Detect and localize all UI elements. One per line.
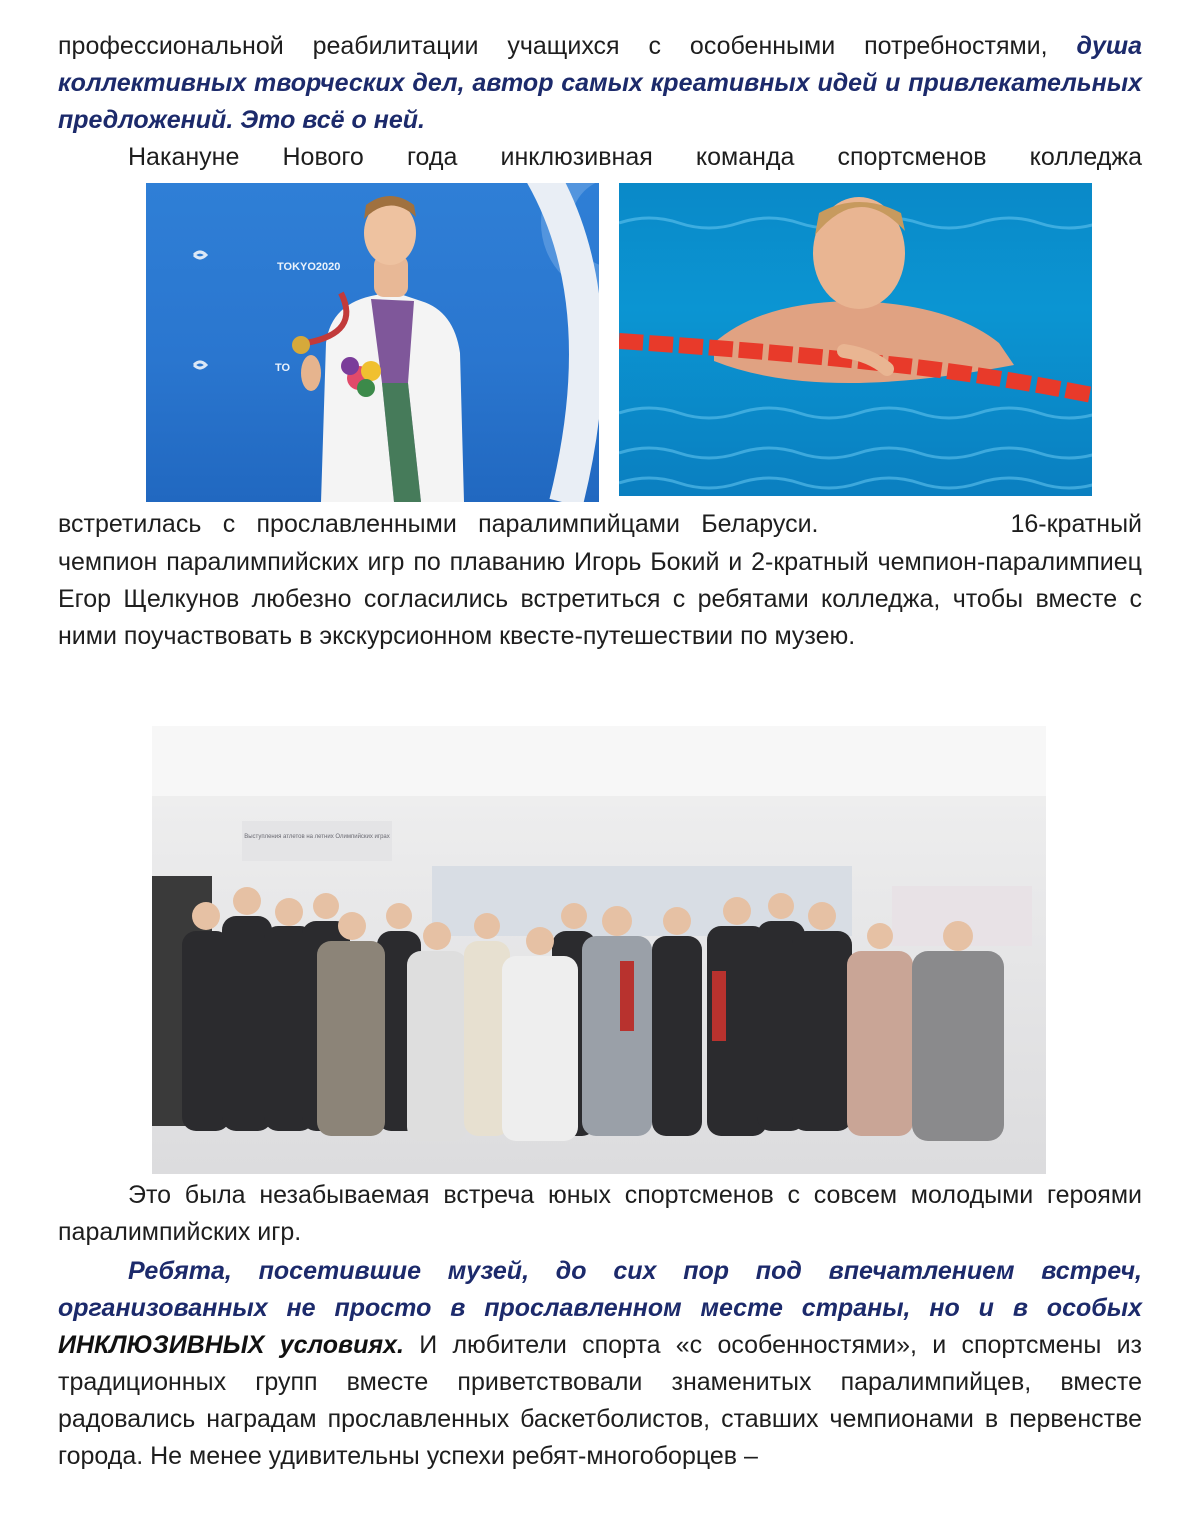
photo-swimmer xyxy=(619,183,1092,496)
photo-medalist xyxy=(146,183,599,502)
medalist-illustration xyxy=(146,183,599,502)
impressions-emphasis-text: Ребята, посетившие музей, до сих пор под впечатлением встреч, организованных не просто в прославленном месте страны, но и в особых xyxy=(58,1257,1142,1322)
swimmer-illustration xyxy=(619,183,1092,496)
meeting-start-text: Накануне Нового года инклюзивная команда спортсменов колледжа xyxy=(128,143,1142,171)
intro-emphasis-text: душа коллективных творческих дел, автор самых креативных идей и привлекательных предложений. Это всё о ней. xyxy=(58,32,1142,134)
impressions-inclusive-text: ИНКЛЮЗИВНЫХ условиях. xyxy=(58,1331,404,1359)
meeting-line-text: встретилась с прославленными паралимпийцами Беларуси. 16-кратный xyxy=(58,510,1142,538)
paragraph-intro xyxy=(58,28,1142,139)
paragraph-meeting-start xyxy=(58,139,1142,176)
intro-plain-text: профессиональной реабилитации учащихся с особенными потребностями, xyxy=(58,32,1077,60)
meeting-rest-text: чемпион паралимпийских игр по плаванию Игорь Бокий и 2-кратный чемпион-паралимпиец Егор Щелкунов любезно согласились встретиться с ребятами колледжа, чтобы вместе с ними поучаствовать в экскурсионном квесте-путешествии по музею. xyxy=(58,548,1142,650)
tokyo-sign-partial: TO xyxy=(275,362,291,374)
group-illustration xyxy=(152,726,1046,1174)
tokyo-sign: TOKYO2020 xyxy=(277,261,341,273)
paragraph-impressions xyxy=(58,1253,1142,1475)
museum-sign: Выступления атлетов на летних Олимпийских играх xyxy=(244,834,390,840)
memorable-meeting-text: Это была незабываемая встреча юных спортсменов с совсем молодыми героями паралимпийских игр. xyxy=(58,1181,1142,1246)
paragraph-memorable-meeting xyxy=(58,1177,1142,1251)
impressions-plain-text: И любители спорта «с особенностями», и спортсмены из традиционных групп вместе приветствовали знаменитых паралимпийцев, вместе радовались наградам прославленных баскетболистов, ставших чемпионами в первенстве города. Не менее удивительны успехи ребят-многоборцев – xyxy=(58,1331,1142,1470)
photo-group-museum xyxy=(152,726,1046,1174)
paragraph-meeting-rest xyxy=(58,544,1142,655)
paragraph-meeting-line xyxy=(58,506,1142,543)
